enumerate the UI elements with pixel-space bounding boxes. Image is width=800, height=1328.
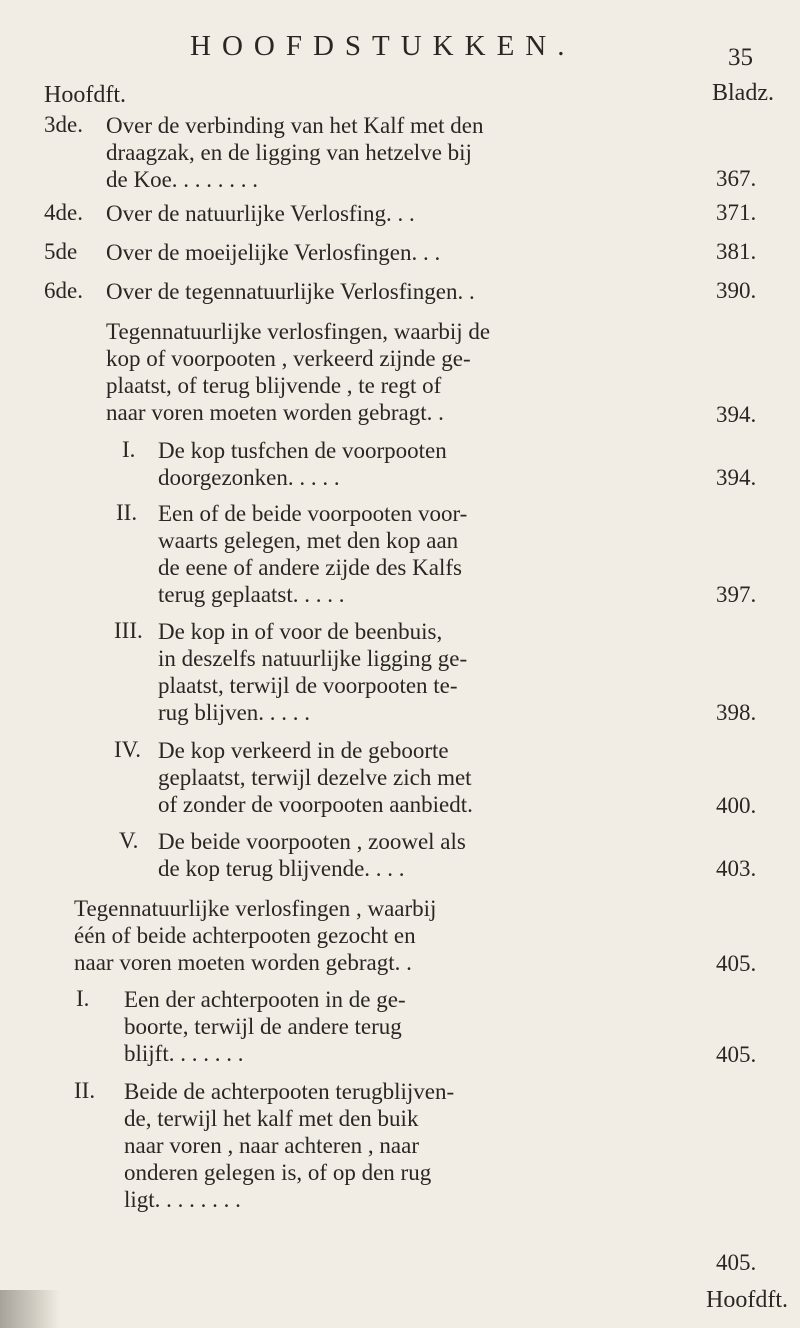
subsection-line: Een of de beide voorpooten voor- [158, 501, 468, 526]
subsection-line: of zonder de voorpooten aanbiedt. [158, 792, 473, 817]
section-line: naar voren moeten worden gebragt. . [106, 400, 444, 425]
entry-page: 405. [716, 951, 757, 976]
subsection-line: terug geplaatst. . . . . [158, 582, 345, 607]
chapter-number: 4de. [44, 200, 83, 225]
subsection-line: ligt. . . . . . . . [124, 1187, 241, 1212]
subsection-line: naar voren , naar achteren , naar [124, 1133, 419, 1158]
subsection-line: waarts gelegen, met den kop aan [158, 528, 459, 553]
subsection-line: de, terwijl het kalf met den buik [124, 1106, 419, 1131]
title-line: Over de verbinding van het Kalf met den [106, 113, 484, 138]
subsection-line: Beide de achterpooten terugblijven- [124, 1079, 455, 1104]
entry-page: 390. [716, 278, 757, 303]
chapter-number: 6de. [44, 278, 83, 303]
subsection-text [124, 986, 614, 1067]
roman-numeral: V. [119, 828, 139, 853]
entry-page: 394. [716, 402, 757, 427]
title-line: de Koe. . . . . . . . [106, 167, 259, 192]
subsection-line: De kop tusfchen de voorpooten [158, 438, 447, 463]
subsection-text [158, 500, 648, 608]
page-number: 35 [728, 44, 753, 71]
subsection-text [158, 437, 648, 491]
subsection-line: De beide voorpooten , zoowel als [158, 829, 466, 854]
entry-page: 405. [716, 1042, 757, 1067]
subsection-line: rug blijven. . . . . [158, 700, 311, 725]
column-heading-chapter: Hoofdft. [44, 82, 126, 108]
chapter-title [106, 112, 654, 193]
entry-page: 398. [716, 700, 757, 725]
subsection-line: blijft. . . . . . . [124, 1041, 244, 1066]
subsection-text [158, 737, 648, 818]
section-intro-text [74, 895, 654, 976]
running-head: HOOFDSTUKKEN. [190, 30, 576, 62]
subsection-text [158, 828, 648, 882]
column-heading-page: Bladz. [712, 80, 774, 106]
subsection-line: De kop in of voor de beenbuis, [158, 619, 443, 644]
section-intro-text [106, 318, 686, 426]
subsection-line: Een der achterpooten in de ge- [124, 987, 406, 1012]
section-line: Tegennatuurlijke verlosfingen, waarbij de [106, 319, 491, 344]
title-line: Over de moeijelijke Verlosfingen. . . [106, 240, 441, 265]
entry-page: 371. [716, 200, 757, 225]
section-line: één of beide achterpooten gezocht en [74, 923, 416, 948]
roman-numeral: II. [116, 500, 138, 525]
subsection-line: onderen gelegen is, of op den rug [124, 1160, 432, 1185]
entry-page: 394. [716, 465, 757, 490]
entry-page: 403. [716, 856, 757, 881]
entry-page: 405. [716, 1250, 757, 1275]
title-line: Over de tegennatuurlijke Verlosfingen. . [106, 279, 475, 304]
subsection-text [124, 1078, 644, 1213]
section-line: naar voren moeten worden gebragt. . [74, 950, 412, 975]
catchword: Hoofdft. [706, 1287, 788, 1313]
roman-numeral: IV. [114, 737, 142, 762]
subsection-text [158, 618, 648, 726]
subsection-line: plaatst, terwijl de voorpooten te- [158, 673, 458, 698]
roman-numeral: III. [114, 618, 143, 643]
subsection-line: boorte, terwijl de andere terug [124, 1014, 402, 1039]
roman-numeral: I. [122, 437, 136, 462]
subsection-line: doorgezonken. . . . . [158, 465, 340, 490]
subsection-line: de kop terug blijvende. . . . [158, 856, 405, 881]
page-edge-shadow [0, 1290, 60, 1328]
roman-numeral: II. [74, 1078, 96, 1103]
subsection-line: geplaatst, terwijl dezelve zich met [158, 765, 472, 790]
chapter-number: 5de [44, 239, 78, 264]
subsection-line: De kop verkeerd in de geboorte [158, 738, 449, 763]
entry-page: 397. [716, 582, 757, 607]
subsection-line: in deszelfs natuurlijke ligging ge- [158, 646, 468, 671]
subsection-line: de eene of andere zijde des Kalfs [158, 555, 462, 580]
chapter-number: 3de. [44, 112, 83, 137]
chapter-title [106, 278, 654, 305]
chapter-title [106, 200, 654, 227]
chapter-title [106, 239, 654, 266]
title-line: draagzak, en de ligging van hetzelve bij [106, 140, 472, 165]
entry-page: 400. [716, 793, 757, 818]
title-line: Over de natuurlijke Verlosfing. . . [106, 201, 415, 226]
section-line: kop of voorpooten , verkeerd zijnde ge- [106, 346, 471, 371]
entry-page: 367. [716, 166, 757, 191]
section-line: Tegennatuurlijke verlosfingen , waarbij [74, 896, 437, 921]
roman-numeral: I. [76, 986, 90, 1011]
section-line: plaatst, of terug blijvende , te regt of [106, 373, 442, 398]
entry-page: 381. [716, 239, 757, 264]
